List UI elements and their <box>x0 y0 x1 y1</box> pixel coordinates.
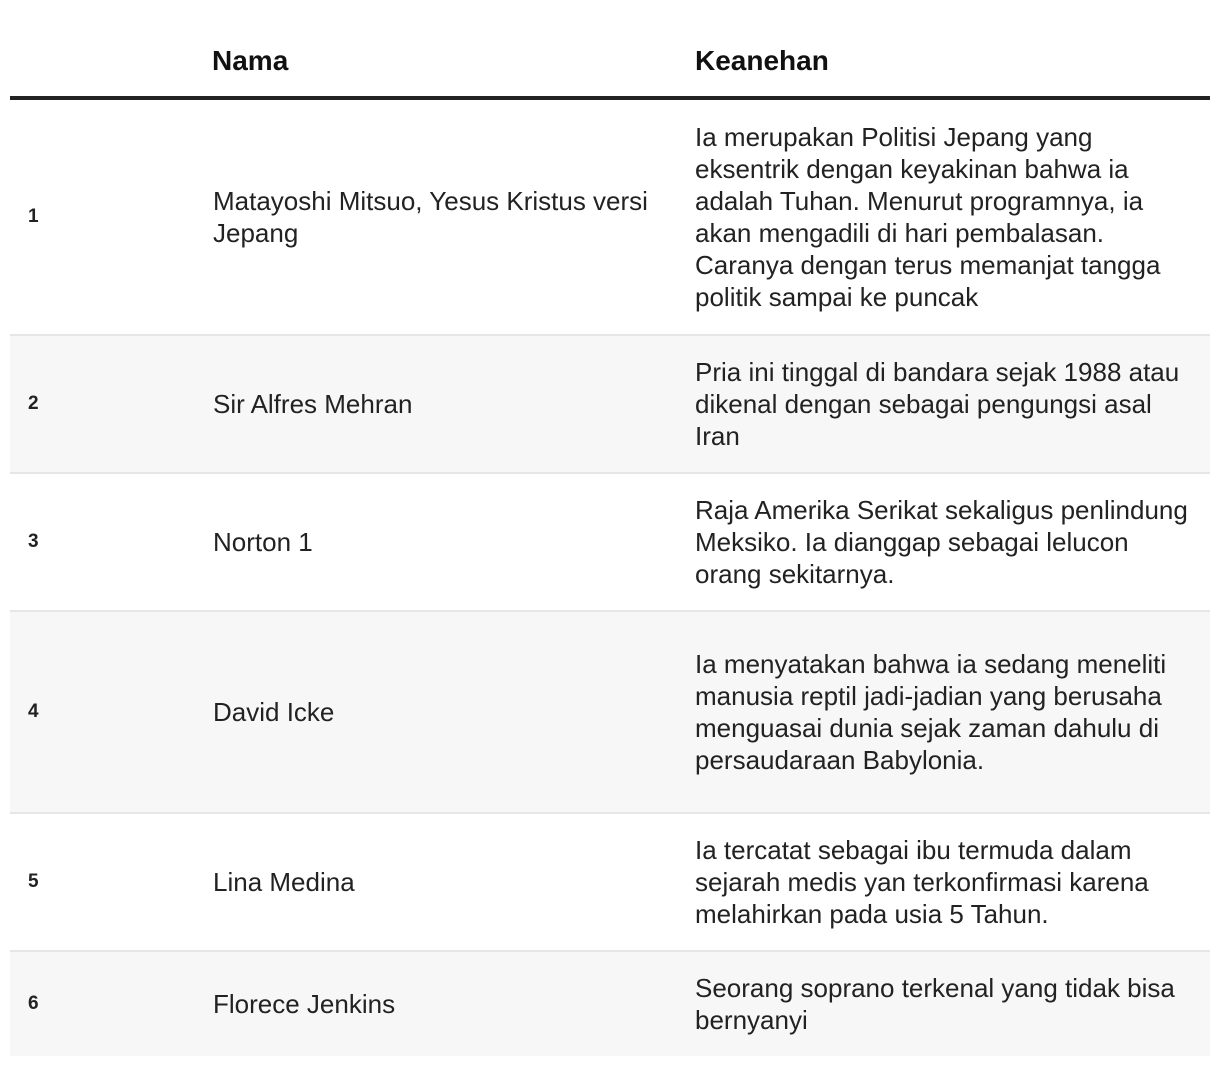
row-oddity: Ia menyatakan bahwa ia sedang meneliti manusia reptil jadi-jadian yang berusaha menguasai dunia sejak zaman dahulu di persaudaraan Babylonia. <box>695 611 1210 813</box>
row-oddity: Ia merupakan Politisi Jepang yang eksentrik dengan keyakinan bahwa ia adalah Tuhan. Menurut programnya, ia akan mengadili di hari pembalasan. Caranya dengan terus memanjat tangga politik sampai ke puncak <box>695 98 1210 335</box>
table-row <box>10 473 1210 611</box>
row-oddity: Pria ini tinggal di bandara sejak 1988 atau dikenal dengan sebagai pengungsi asal Iran <box>695 335 1210 473</box>
table-row <box>10 335 1210 473</box>
header-row <box>10 30 1210 98</box>
eccentric-people-table <box>10 30 1210 1056</box>
table-body <box>10 98 1210 1056</box>
header-name: Nama <box>212 30 695 98</box>
row-number: 3 <box>10 473 212 611</box>
row-name: Lina Medina <box>212 813 695 951</box>
header-oddity: Keanehan <box>695 30 1210 98</box>
table-header <box>10 30 1210 98</box>
row-name: Sir Alfres Mehran <box>212 335 695 473</box>
row-name: Florece Jenkins <box>212 951 695 1056</box>
row-number: 5 <box>10 813 212 951</box>
row-oddity: Raja Amerika Serikat sekaligus penlindung Meksiko. Ia dianggap sebagai lelucon orang sekitarnya. <box>695 473 1210 611</box>
row-name: Matayoshi Mitsuo, Yesus Kristus versi Jepang <box>212 98 695 335</box>
table-row <box>10 813 1210 951</box>
row-number: 4 <box>10 611 212 813</box>
header-number <box>10 30 212 98</box>
row-name: Norton 1 <box>212 473 695 611</box>
row-oddity: Ia tercatat sebagai ibu termuda dalam sejarah medis yan terkonfirmasi karena melahirkan pada usia 5 Tahun. <box>695 813 1210 951</box>
row-number: 6 <box>10 951 212 1056</box>
table-row <box>10 951 1210 1056</box>
table-row <box>10 98 1210 335</box>
row-oddity: Seorang soprano terkenal yang tidak bisa bernyanyi <box>695 951 1210 1056</box>
row-number: 2 <box>10 335 212 473</box>
table-row <box>10 611 1210 813</box>
row-number: 1 <box>10 98 212 335</box>
eccentric-people-table-container <box>10 30 1210 1056</box>
row-name: David Icke <box>212 611 695 813</box>
